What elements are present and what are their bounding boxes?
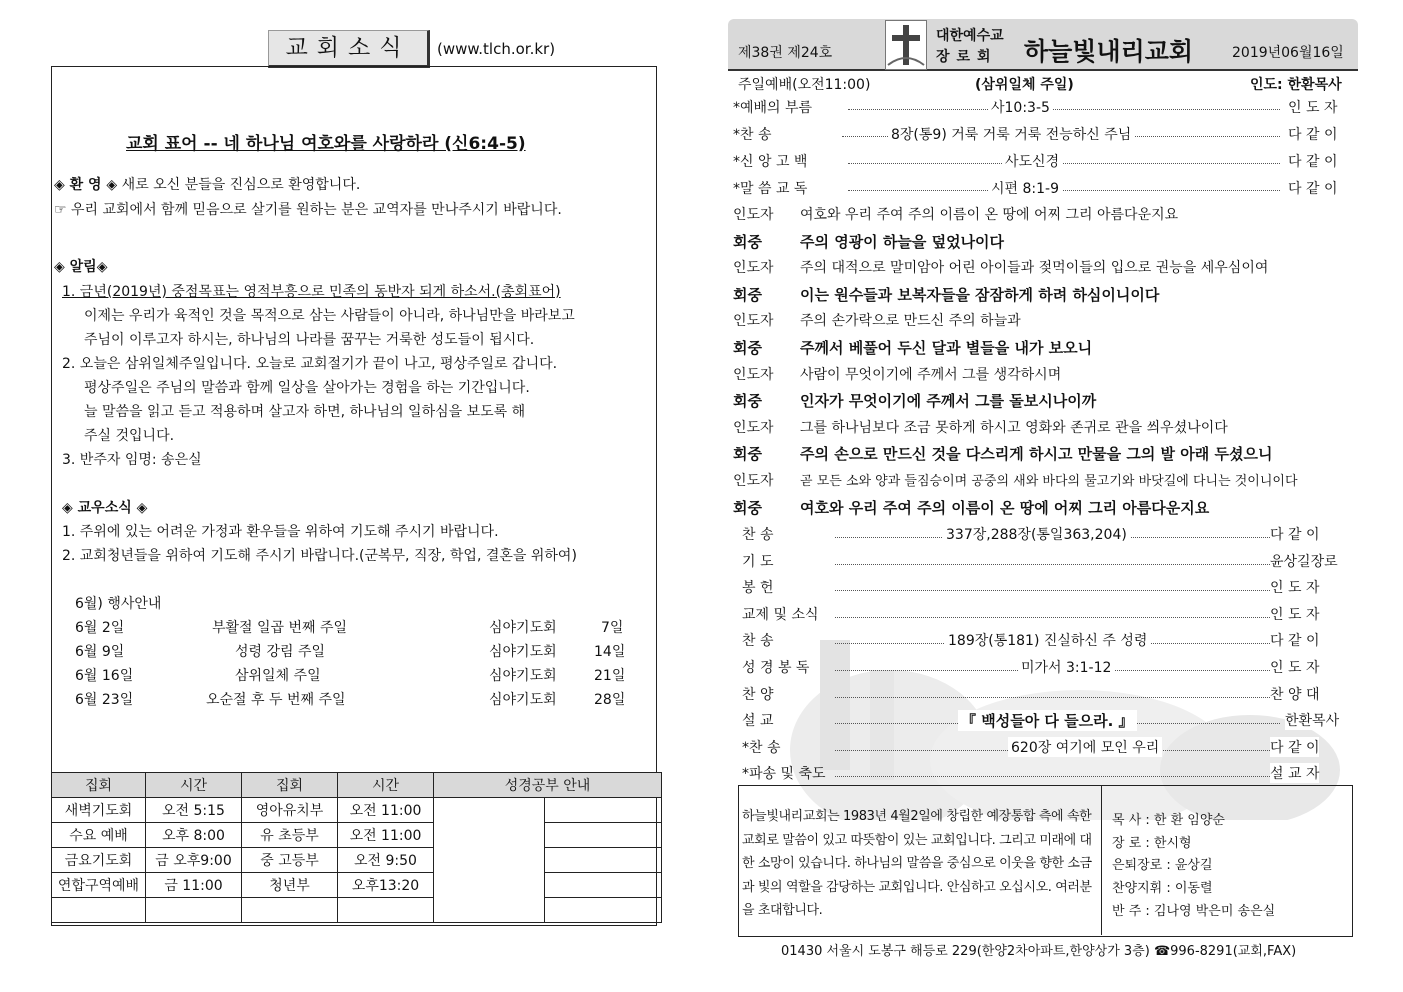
- event-date: 6월 2일: [75, 620, 125, 636]
- order-item: *예배의 부름: [733, 100, 813, 116]
- church-motto: 교회 표어 -- 네 하나님 여호와를 사랑하라 (신6:4-5): [126, 134, 526, 154]
- order-content: 189장(통181) 진실하신 주 성령: [945, 630, 1150, 650]
- bible-study-cell: [545, 823, 662, 848]
- order-by: 다 같 이: [1270, 630, 1319, 650]
- notice-line: 3. 반주자 임명: 송은실: [62, 452, 202, 468]
- order-content: 사10:3-5: [988, 97, 1053, 117]
- church-introduction: 하늘빛내리교회는 1983년 4월2일에 창립한 예장통합 측에 속한 교회로 말씀이 있고 따뜻함이 있는 교회입니다. 그리고 미래에 대한 소망이 있습니다. 하나님의 말씀을 중심으로 이웃을 향한 소금과 빛의 역할을 감당하는 교회입니다. 안심하고 오십시오. 여러분을 초대합니다.: [742, 809, 1092, 918]
- order-item: 설 교: [742, 713, 774, 730]
- reading-text: 주의 손으로 만드신 것을 다스리게 하시고 만물을 그의 발 아래 두셨으니: [800, 445, 1273, 464]
- denomination-line-2: 장로회: [936, 49, 998, 65]
- table-row: [52, 873, 662, 898]
- leader-dots: [835, 697, 1280, 698]
- reading-role: 회중: [733, 498, 762, 517]
- bible-study-cell: [545, 873, 662, 898]
- reading-text: 주께서 베풀어 두신 달과 별들을 내가 보오니: [800, 339, 1093, 357]
- order-item: 찬 송: [742, 633, 774, 650]
- prayer-heading: ◈ 교우소식 ◈: [62, 500, 148, 516]
- reading-text: 여호와 우리 주여 주의 이름이 온 땅에 어찌 그리 아름다운지요: [800, 498, 1210, 517]
- welcome-line: [54, 174, 360, 194]
- event-day: 21일: [594, 668, 626, 684]
- event-date: 6월 16일: [75, 668, 134, 684]
- banner-underline: [728, 69, 1358, 71]
- table-row: [52, 848, 662, 873]
- table-cell: 금 11:00: [146, 873, 242, 898]
- bulletin-date: 2019년06월16일: [1232, 45, 1344, 61]
- order-content: 620장 여기에 모인 우리: [1008, 737, 1162, 757]
- table-cell: 오전 9:50: [338, 848, 434, 873]
- event-day: 28일: [594, 692, 626, 708]
- order-by: 찬 양 대: [1270, 684, 1319, 704]
- order-item: *파송 및 축도: [742, 766, 826, 783]
- meeting-schedule-table: [51, 772, 662, 923]
- table-cell: 오전 5:15: [146, 798, 242, 823]
- bible-study-cell: [545, 848, 662, 873]
- leader-dots: [848, 163, 1280, 164]
- reading-text: 곧 모든 소와 양과 들짐승이며 공중의 새와 바다의 물고기와 바닷길에 다니는 것이니이다: [800, 474, 1298, 489]
- reading-text: 주의 손가락으로 만드신 주의 하늘과: [800, 313, 1021, 330]
- table-header: 성경공부 안내: [434, 773, 662, 798]
- info-divider: [1101, 785, 1102, 935]
- table-cell: 중 고등부: [242, 848, 338, 873]
- notice-line: 주님이 이루고자 하시는, 하나님의 나라를 꿈꾸는 거룩한 성도들이 됩시다.: [84, 332, 535, 348]
- leader-dots: [848, 109, 1280, 110]
- reading-text: 주의 영광이 하늘을 덮었나이다: [800, 232, 1005, 251]
- event-meeting: 심야기도회: [489, 692, 557, 708]
- order-by: 다 같 이: [1285, 124, 1340, 144]
- table-row: [52, 823, 662, 848]
- staff-line: 반 주 : 김나영 박은미 송은실: [1112, 904, 1276, 919]
- order-by: 인 도 자: [1270, 604, 1319, 624]
- reading-text: 그를 하나님보다 조금 못하게 하시고 영화와 존귀로 관을 씌우셨나이다: [800, 419, 1228, 436]
- leader-dots: [835, 617, 1280, 618]
- event-date: 6월 9일: [75, 644, 125, 660]
- order-by: 인 도 자: [1285, 97, 1340, 117]
- leader-dots: [848, 190, 1280, 191]
- order-item: 기 도: [742, 553, 774, 570]
- bible-study-cell: [545, 898, 662, 923]
- order-item: *찬 송: [733, 127, 772, 143]
- order-item: *신 앙 고 백: [733, 154, 808, 170]
- reading-role: 인도자: [733, 207, 774, 223]
- table-cell: [146, 898, 242, 923]
- reading-role: 회중: [733, 445, 762, 464]
- prayer-line: 2. 교회청년들을 위하여 기도해 주시기 바랍니다.(군복무, 직장, 학업, 결혼을 위하여): [62, 548, 577, 564]
- prayer-line: 1. 주위에 있는 어려운 가정과 환우들을 위하여 기도해 주시기 바랍니다.: [62, 524, 499, 540]
- notice-line: 2. 오늘은 삼위일체주일입니다. 오늘로 교회절기가 끝이 나고, 평상주일로 갑니다.: [62, 356, 558, 372]
- table-cell: [242, 898, 338, 923]
- reading-role: 인도자: [733, 473, 774, 489]
- reading-role: 인도자: [733, 313, 774, 330]
- table-row: [52, 798, 662, 823]
- leader-dots: [835, 564, 1280, 565]
- welcome-text: 새로 오신 분들을 진심으로 환영합니다.: [117, 177, 361, 193]
- event-day: 7일: [601, 620, 624, 636]
- bible-study-cell: [545, 798, 662, 823]
- staff-line: 장 로 : 한시형: [1112, 836, 1192, 851]
- order-item: 교제 및 소식: [742, 606, 819, 623]
- table-cell: 유 초등부: [242, 823, 338, 848]
- welcome-line-2: ☞ 우리 교회에서 함께 믿음으로 살기를 원하는 분은 교역자를 만나주시기 바랍니다.: [54, 202, 562, 218]
- reading-text: 인자가 무엇이기에 주께서 그를 돌보시나이까: [800, 392, 1097, 411]
- order-item: *말 씀 교 독: [733, 181, 808, 197]
- reading-text: 여호와 우리 주여 주의 이름이 온 땅에 어찌 그리 아름다운지요: [800, 207, 1179, 223]
- church-name: 하늘빛내리교회: [1024, 37, 1194, 66]
- order-by: 윤상길장로: [1270, 551, 1338, 571]
- order-content: 사도신경: [1002, 151, 1062, 171]
- staff-line: 목 사 : 한 환 임양순: [1112, 813, 1225, 828]
- order-by: 다 같 이: [1270, 524, 1319, 544]
- table-header: 집회: [52, 773, 146, 798]
- order-item: *찬 송: [742, 739, 781, 756]
- event-name: 성령 강림 주일: [235, 644, 326, 660]
- leader-dots: [835, 776, 1280, 777]
- reading-role: 인도자: [733, 419, 774, 436]
- table-cell: 새벽기도회: [52, 798, 146, 823]
- order-content: 시편 8:1-9: [988, 178, 1062, 198]
- church-website[interactable]: (www.tlch.or.kr): [437, 40, 556, 58]
- table-cell: 오후13:20: [338, 873, 434, 898]
- reading-role: 회중: [733, 339, 762, 357]
- reading-role: 회중: [733, 392, 762, 411]
- notice-line: 1. 금년(2019년) 중점목표는 영적부흥으로 민족의 동반자 되게 하소서.(총회표어): [62, 284, 561, 300]
- reading-role: 회중: [733, 285, 762, 304]
- notices-heading: ◈ 알림◈: [54, 259, 108, 275]
- service-title: 주일예배(오전11:00): [738, 77, 871, 93]
- reading-text: 사람이 무엇이기에 주께서 그를 생각하시며: [800, 366, 1062, 383]
- staff-line: 찬양지휘 : 이동렬: [1112, 881, 1213, 896]
- table-cell: 금요기도회: [52, 848, 146, 873]
- order-by: 인 도 자: [1270, 577, 1319, 597]
- event-meeting: 심야기도회: [489, 668, 557, 684]
- reading-role: 인도자: [733, 366, 774, 383]
- order-content: 337장,288장(통일363,204): [943, 524, 1130, 544]
- table-header: 시간: [146, 773, 242, 798]
- service-leader: 인도: 한환목사: [1250, 77, 1342, 93]
- reading-text: 주의 대적으로 말미암아 어린 아이들과 젖먹이들의 입으로 권능을 세우심이여: [800, 260, 1269, 277]
- leader-dots: [835, 590, 1280, 591]
- table-cell: 오후 8:00: [146, 823, 242, 848]
- order-content: 8장(통9) 거룩 거룩 거룩 전능하신 주님: [888, 124, 1134, 144]
- service-theme: (삼위일체 주일): [975, 77, 1074, 93]
- denomination-line-1: 대한예수교: [936, 28, 1004, 44]
- table-header-row: [52, 773, 662, 798]
- table-header: 시간: [338, 773, 434, 798]
- reading-role: 회중: [733, 232, 762, 251]
- order-by: 다 같 이: [1270, 737, 1319, 757]
- table-cell: [52, 898, 146, 923]
- order-by: 다 같 이: [1285, 178, 1340, 198]
- order-content: 『 백성들아 다 들으라. 』: [958, 710, 1137, 731]
- order-by: 설 교 자: [1270, 763, 1319, 783]
- welcome-heading: ◈ 환 영 ◈: [54, 177, 118, 193]
- order-by: 다 같 이: [1285, 151, 1340, 171]
- event-meeting: 심야기도회: [489, 644, 557, 660]
- bible-study-cell: [434, 798, 545, 923]
- notice-line: 이제는 우리가 육적인 것을 목적으로 삼는 사람들이 아니라, 하나님만을 바라보고: [84, 308, 575, 324]
- notice-line: 평상주일은 주님의 말씀과 함께 일상을 살아가는 경험을 하는 기간입니다.: [84, 380, 530, 396]
- staff-line: 은퇴장로 : 윤상길: [1112, 858, 1213, 873]
- order-by: 인 도 자: [1270, 657, 1319, 677]
- table-cell: 청년부: [242, 873, 338, 898]
- event-name: 삼위일체 주일: [235, 668, 321, 684]
- notice-line: 주실 것입니다.: [84, 428, 175, 444]
- volume-number: 제38권 제24호: [738, 45, 833, 61]
- event-date: 6월 23일: [75, 692, 134, 708]
- notice-line: 늘 말씀을 읽고 듣고 적용하며 살고자 하면, 하나님의 일하심을 보도록 해: [84, 404, 526, 420]
- table-cell: 연합구역예배: [52, 873, 146, 898]
- order-item: 성 경 봉 독: [742, 660, 810, 676]
- news-title: 교회소식: [268, 30, 430, 68]
- table-cell: 영아유치부: [242, 798, 338, 823]
- cross-logo-icon: [885, 20, 927, 70]
- table-row: [52, 898, 662, 923]
- order-content: 미가서 3:1-12: [1018, 657, 1114, 677]
- event-name: 오순절 후 두 번째 주일: [206, 692, 346, 708]
- event-meeting: 심야기도회: [489, 620, 557, 636]
- reading-role: 인도자: [733, 260, 774, 277]
- church-address: 01430 서울시 도봉구 해등로 229(한양2차아파트,한양상가 3층) ☎996-8291(교회,FAX): [781, 944, 1297, 959]
- table-cell: 금 오후9:00: [146, 848, 242, 873]
- events-heading: 6월) 행사안내: [75, 596, 162, 612]
- order-item: 찬 송: [742, 527, 774, 543]
- table-cell: [338, 898, 434, 923]
- table-header: 집회: [242, 773, 338, 798]
- event-day: 14일: [594, 644, 626, 660]
- table-cell: 오전 11:00: [338, 823, 434, 848]
- order-by: 한환목사: [1285, 710, 1339, 730]
- event-name: 부활절 일곱 번째 주일: [212, 620, 348, 636]
- order-item: 봉 헌: [742, 580, 774, 597]
- reading-text: 이는 원수들과 보복자들을 잠잠하게 하려 하심이니이다: [800, 285, 1160, 304]
- order-item: 찬 양: [742, 686, 774, 703]
- table-cell: 수요 예배: [52, 823, 146, 848]
- table-cell: 오전 11:00: [338, 798, 434, 823]
